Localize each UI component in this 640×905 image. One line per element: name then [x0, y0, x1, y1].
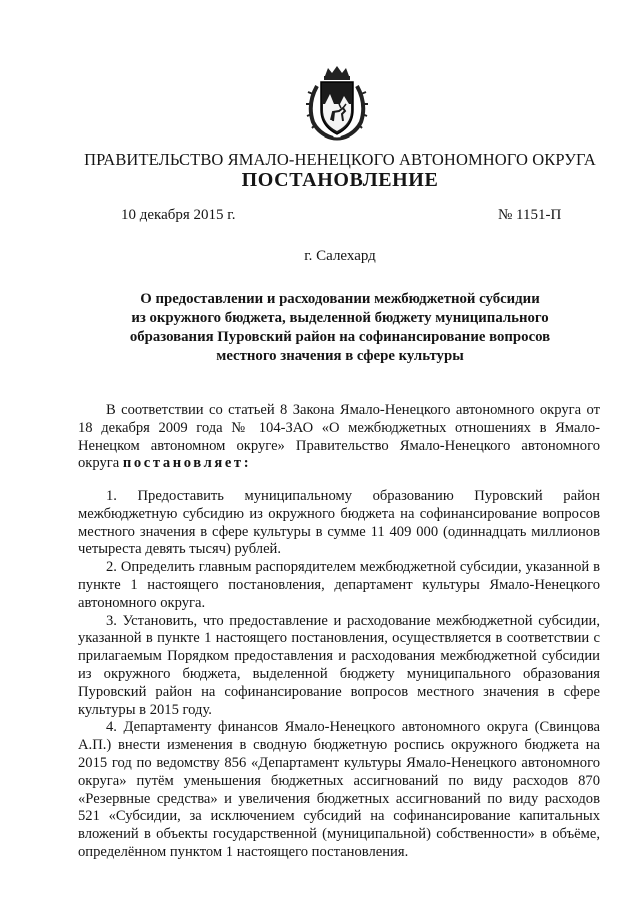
preamble-text: В соответствии со статьей 8 Закона Ямало-Ненецкого автономного округа от 18 декабря 2009 года № 104-ЗАО «О межбюджетных отношениях в Ямало-Ненецком автономном округе» Правительство Ямало-Ненецкого автономного округа: [78, 402, 600, 472]
document-type: ПОСТАНОВЛЕНИЕ: [241, 169, 439, 191]
resolution-point-3: 3. Установить, что предоставление и расходование межбюджетной субсидии, указанной в пункте 1 настоящего постановления, осуществляется в соответствии с прилагаемым Порядком предоставления и расходования межбюджетной субсидии из окружного бюджета, выделенной бюджету муниципального образования Пуровский район на софинансирование вопросов местного значения в сфере культуры в 2015 году.: [78, 612, 600, 718]
document-date: 10 декабря 2015 г.: [121, 207, 236, 223]
title-line: О предоставлении и расходовании межбюджетной субсидии: [140, 291, 540, 307]
issue-city: г. Салехард: [304, 248, 376, 264]
resolution-point-1: 1. Предоставить муниципальному образованию Пуровский район межбюджетную субсидию из окружного бюджета на софинансирование вопросов местного значения в сфере культуры в сумме 11 409 000 (одиннадцать миллионов четыреста девять тысяч) рублей.: [78, 488, 600, 558]
document-title: [128, 290, 552, 366]
resolution-point-4: 4. Департаменту финансов Ямало-Ненецкого автономного округа (Свинцова А.П.) внести изменения в сводную бюджетную роспись окружного бюджета на 2015 год по ведомству 856 «Департамент культуры Ямало-Ненецкого автономного округа» путём уменьшения бюджетных ассигнований по виду расходов 870 «Резервные средства» и увеличения бюджетных ассигнований по виду расходов 521 «Субсидии, за исключением субсидий на софинансирование капитальных вложений в объекты государственной (муниципальной) собственности» в объёме, определённом пунктом 1 настоящего постановления.: [78, 719, 600, 860]
decree-word: постановляет:: [122, 455, 252, 472]
title-line: образования Пуровский район на софинансирование вопросов: [129, 329, 551, 345]
preamble: [78, 402, 600, 473]
coat-of-arms-emblem: [303, 64, 371, 142]
resolution-points: [78, 488, 600, 862]
document-number: № 1151-П: [498, 207, 562, 223]
title-line: местного значения в сфере культуры: [216, 348, 464, 364]
title-line: из окружного бюджета, выделенной бюджету муниципального: [131, 310, 549, 326]
resolution-point-2: 2. Определить главным распорядителем межбюджетной субсидии, указанной в пункте 1 настоящего постановления, департамент культуры Ямало-Ненецкого автономного округа.: [78, 559, 600, 611]
government-name: ПРАВИТЕЛЬСТВО ЯМАЛО-НЕНЕЦКОГО АВТОНОМНОГО ОКРУГА: [84, 150, 596, 169]
